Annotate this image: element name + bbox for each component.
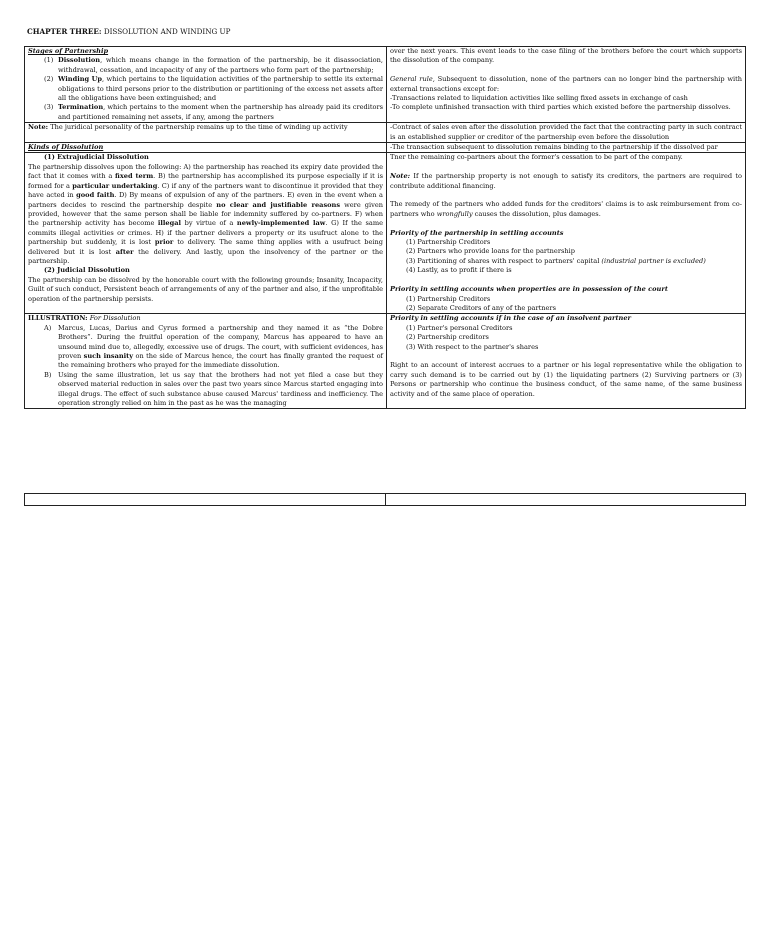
list-item: (1) Partner's personal Creditors <box>406 323 513 332</box>
note-label: Note: <box>28 123 49 132</box>
list-item: (3) Partitioning of shares with respect to partners' capital (industrial partner is excluded) <box>406 256 706 265</box>
chapter-title: DISSOLUTION AND WINDING UP <box>103 27 231 36</box>
list-item: (1) Partnership Creditors <box>406 238 491 247</box>
note-row <box>25 123 746 143</box>
stages-header: Stages of Partnership <box>28 47 109 55</box>
kinds-header: Kinds of Dissolution <box>28 143 104 152</box>
chapter-heading <box>27 27 230 36</box>
general-rule-paragraph: General rule, Subsequent to dissolution, none of the partners can no longer bind the partnership with external transactions except for: <box>390 75 742 93</box>
stages-right-cell <box>387 47 746 123</box>
stage-item-winding-up: (2) Winding Up, which pertains to the liquidation activities of the partnership to settle its external obligations to third persons prior to the distribution or partitioning of the excess net assets after all the obligations have been extinguished; and <box>44 75 384 103</box>
possession-title: Priority in settling accounts when properties are in possession of the court <box>390 285 668 294</box>
exception-2: -To complete unfinished transaction with third parties which existed before the partnership dissolves. <box>390 103 731 112</box>
illustration-cell <box>25 314 387 409</box>
additional-financing-note: Note: If the partnership property is not enough to satisfy its creditors, the partners are required to contribute additional financing. <box>390 172 742 190</box>
judicial-text: The partnership can be dissolved by the honorable court with the following grounds; Insanity, Incapacity, Guilt of such conduct, Persistent beach of arrangements of any of the partner and also, if the unprofitable operation of the partnership persists. <box>28 275 383 303</box>
stages-cell <box>25 47 387 123</box>
kinds-cell <box>25 153 387 314</box>
kinds-row <box>25 153 746 314</box>
list-item: (2) Partnership creditors <box>406 333 489 342</box>
stages-list <box>28 56 383 122</box>
exception-1: -Transactions related to liquidation activities like selling fixed assets in exchange of cash <box>390 94 688 103</box>
insolvent-list <box>390 324 742 352</box>
priority-list <box>390 238 742 276</box>
empty-cell-right <box>385 494 746 506</box>
kinds-header-right-cell <box>387 143 746 153</box>
judicial-title: (2) Judicial Dissolution <box>44 266 130 275</box>
list-item: (3) With respect to the partner's shares <box>406 342 539 351</box>
stage-item-termination: (3) Termination, which pertains to the moment when the partnership has already paid its creditors and partitioned remaining net assets, if any, among the partners <box>44 103 383 121</box>
kinds-header-cell <box>25 143 387 153</box>
illustration-item-b: B) Using the same illustration, let us say that the brothers had not yet filed a case but they observed material reduction in sales over the past two years since Marcus started engaging into illegal drugs. The effect of such substance abuse caused Marcus' tardiness and inefficiency. The operation strongly relied on him in the past as he was the managing <box>44 370 383 407</box>
right-continuation: over the next years. This event leads to the case filing of the brothers before the court which supports the dissolution of the company. <box>390 47 742 65</box>
remedy-paragraph: The remedy of the partners who added funds for the creditors' claims is to ask reimbursement from co-partners who wrongfully causes the dissolution, plus damages. <box>390 200 742 218</box>
stage-item-dissolution: (1) Dissolution, which means change in the formation of the partnership, be it disassociation, withdrawal, cessation, and incapacity of any of the partners who form part of the partnership; <box>44 56 383 74</box>
note-text: The juridical personality of the partnership remains up to the time of winding up activity <box>48 123 348 132</box>
binding-transaction-line: -The transaction subsequent to dissolution remains binding to the partnership if the dissolved par <box>390 143 718 152</box>
illustration-row <box>25 314 746 409</box>
cessation-line: Tner the remaining co-partners about the former's cessation to be part of the company. <box>390 153 683 162</box>
list-item: (4) Lastly, as to profit if there is <box>406 266 512 275</box>
empty-row <box>25 494 746 506</box>
possession-list <box>390 295 742 314</box>
insolvent-title: Priority in settling accounts if in the case of an insolvent partner <box>390 314 632 323</box>
extrajudicial-title: (1) Extrajudicial Dissolution <box>44 153 149 162</box>
extrajudicial-text: The partnership dissolves upon the following: A) the partnership has reached its expiry date provided the fact that it comes with a fixed term. B) the partnership has accomplished its purpose especially if it is formed for a particular undertaking. C) if any of the partners want to discontinue it provided that they have acted in good faith. D) By means of expulsion of any of the partners. E) even in the event when a partners decides to rescind the partnership despite no clear and justifiable reasons were given provided, however that the same person shall be liable for indemnity suffered by co-partners. F) when the partnership activity has become illegal by virtue of a newly-implemented law. G) If the same commits illegal activities or crimes. H) if the partner delivers a property or its usufruct alone to the partnership but suddenly, it is lost prior to delivery. The same thing applies with a usufruct being delivered but it is lost after the delivery. And lastly, upon the insolvency of the partner or the partnership. <box>28 162 384 265</box>
kinds-right-cell <box>387 153 746 314</box>
notes-table <box>24 46 746 409</box>
illustration-item-a: A) Marcus, Lucas, Darius and Cyrus formed a partnership and they named it as “the Dobre Brothers”. During the fruitful operation of the company, Marcus has appeared to have an unsound mind due to, allegedly, excessive use of drugs. The court, with sufficient evidences, has proven such insanity on the side of Marcus hence, the court has finally granted the request of the remaining brothers who prayed for the immediate dissolution. <box>44 323 383 370</box>
list-item: (2) Separate Creditors of any of the partners <box>406 303 556 312</box>
empty-table <box>24 493 746 506</box>
illustration-list <box>28 324 383 409</box>
list-item: (1) Partnership Creditors <box>406 294 491 303</box>
illustration-header: ILLUSTRATION: For Dissolution <box>28 314 141 323</box>
priority-title: Priority of the partnership in settling accounts <box>390 228 564 237</box>
stages-row <box>25 47 746 123</box>
list-item: (2) Partners who provide loans for the partnership <box>406 247 575 256</box>
right-to-account-paragraph: Right to an account of interest accrues to a partner or his legal representative while the obligation to carry such demand is to be carried out by (1) the liquidating partners (2) Surviving partners or (3) Persons or partnership who continue the business conduct, of the same name, of the same business activity and of the same place of operation. <box>390 361 742 398</box>
empty-cell-left <box>25 494 386 506</box>
chapter-label: CHAPTER THREE: <box>27 27 102 36</box>
exception-3: -Contract of sales even after the dissolution provided the fact that the contracting party in such contract is an established supplier or creditor of the partnership even before the dissolution <box>390 123 742 141</box>
note-cell <box>25 123 387 143</box>
illustration-right-cell <box>387 314 746 409</box>
kinds-header-row <box>25 143 746 153</box>
note-right-cell <box>387 123 746 143</box>
